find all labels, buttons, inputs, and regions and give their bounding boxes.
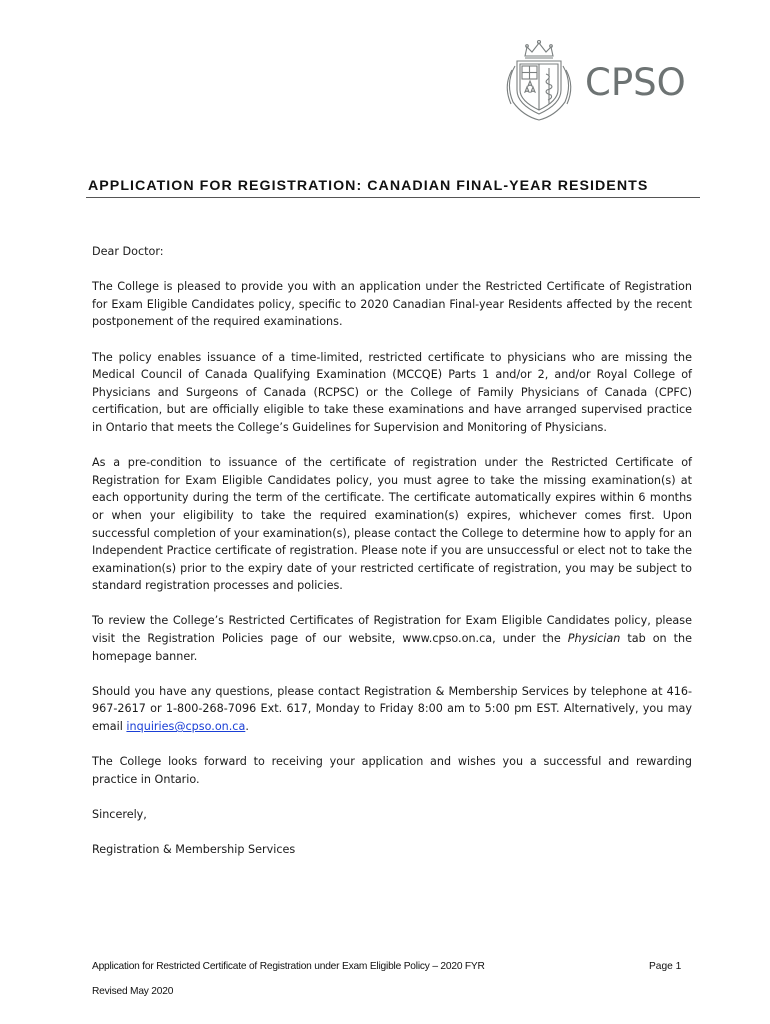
- physician-tab-reference: Physician: [567, 632, 621, 646]
- policy-review-paragraph: [92, 612, 692, 665]
- title-divider: [86, 197, 700, 198]
- letter-body: [92, 243, 692, 876]
- precondition-paragraph: As a pre-condition to issuance of the certificate of registration under the Restricted Certificate of Registration for Exam Eligible Candidates policy, you must agree to take the missing examination(s) at each opportunity during the term of the certificate. The certificate automatically expires within 6 months or when your eligibility to take the required examination(s) expires, whichever comes first. Upon successful completion of your examination(s), please contact the College to determine how to apply for an Independent Practice certificate of registration. Please note if you are unsuccessful or elect not to take the examination(s) prior to the expiry date of your restricted certificate of registration, you may be subject to standard registration processes and policies.: [92, 456, 692, 593]
- contact-paragraph: [92, 683, 692, 736]
- logo-wordmark: CPSO: [585, 60, 686, 104]
- intro-paragraph: The College is pleased to provide you with an application under the Restricted Certificate of Registration for Exam Eligible Candidates policy, specific to 2020 Canadian Final-year Residents affected by the recent postponement of the required examinations.: [92, 280, 692, 329]
- signoff: Sincerely,: [92, 808, 147, 821]
- footer-document-name: Application for Restricted Certificate of Registration under Exam Eligible Policy – 2020 FYR: [92, 961, 485, 972]
- cpso-logo: [497, 38, 686, 124]
- email-link[interactable]: inquiries@cpso.on.ca: [126, 720, 246, 734]
- policy-description-paragraph: The policy enables issuance of a time-limited, restricted certificate to physicians who are missing the Medical Council of Canada Qualifying Examination (MCCQE) Parts 1 and/or 2, and/or Royal College of Physicians and Surgeons of Canada (RCPSC) or the College of Family Physicians of Canada (CPFC) certification, but are officially eligible to take these examinations and have arranged supervised practice in Ontario that meets the College’s Guidelines for Supervision and Monitoring of Physicians.: [92, 350, 692, 434]
- contact-text: Should you have any questions, please contact Registration & Membership Services by telephone at 416-967-2617 or 1-800-268-7096 Ext. 617, Monday to Friday 8:00 am to 5:00 pm EST. Alternatively, you may email: [92, 684, 692, 734]
- salutation: Dear Doctor:: [92, 245, 164, 258]
- policy-review-text-end: tab on the homepage banner.: [92, 632, 692, 663]
- policy-review-text: To review the College’s Restricted Certificates of Registration for Exam Eligible Candidates policy, please visit the Registration Policies page of our website, www.cpso.on.ca, under the: [92, 614, 692, 646]
- footer-revision-date: Revised May 2020: [92, 986, 174, 997]
- closing-paragraph: The College looks forward to receiving your application and wishes you a successful and rewarding practice in Ontario.: [92, 755, 692, 786]
- signature: Registration & Membership Services: [92, 843, 296, 857]
- footer-page-number: Page 1: [649, 961, 682, 972]
- page-title: APPLICATION FOR REGISTRATION: CANADIAN FINAL-YEAR RESIDENTS: [88, 178, 649, 194]
- cpso-crest-icon: [497, 38, 581, 124]
- contact-text-end: .: [245, 720, 249, 734]
